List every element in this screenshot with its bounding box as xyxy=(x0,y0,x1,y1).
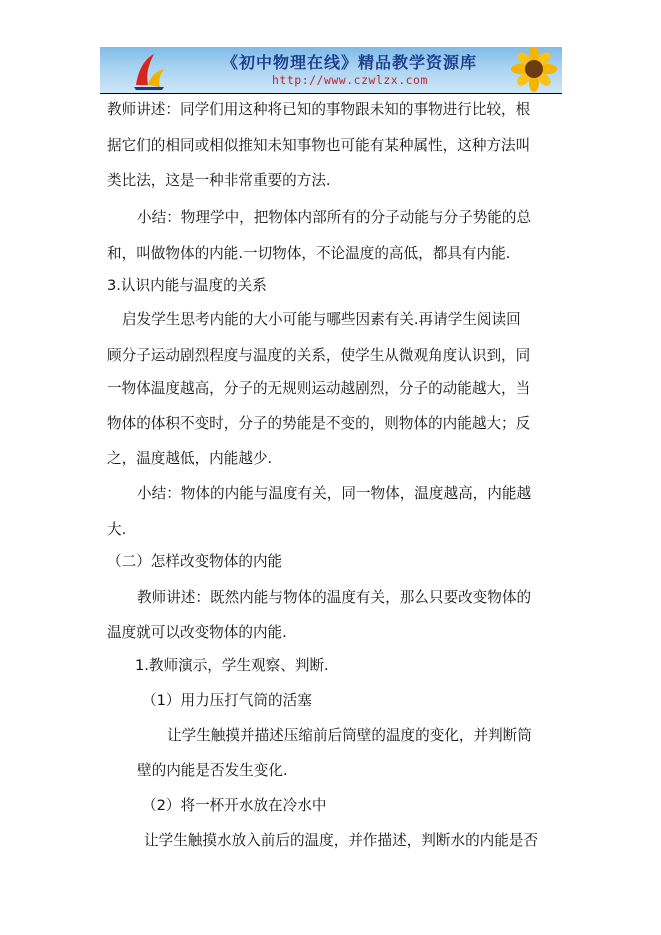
list-item: （1）用力压打气筒的活塞 xyxy=(142,692,312,709)
paragraph-line: 温度就可以改变物体的内能. xyxy=(107,624,287,641)
paragraph-line: 类比法，这是一种非常重要的方法. xyxy=(107,172,331,189)
paragraph-line: 大. xyxy=(107,521,127,538)
header-rule xyxy=(100,93,562,94)
paragraph-line: 据它们的相同或相似推知未知事物也可能有某种属性，这种方法叫 xyxy=(107,137,531,154)
logo-icon xyxy=(128,51,170,91)
banner-url[interactable]: http://www.czwlzx.com xyxy=(272,73,428,87)
sunflower-icon xyxy=(502,47,562,93)
paragraph-line: 教师讲述：同学们用这种将已知的事物跟未知的事物进行比较，根 xyxy=(107,101,531,118)
paragraph-line: 和，叫做物体的内能.一切物体，不论温度的高低，都具有内能. xyxy=(107,245,511,262)
paragraph-line: 让学生触摸并描述压缩前后筒壁的温度的变化，并判断筒 xyxy=(167,727,532,744)
paragraph-line: 小结：物体的内能与温度有关，同一物体，温度越高，内能越 xyxy=(137,485,532,502)
paragraph-line: 让学生触摸水放入前后的温度，并作描述，判断水的内能是否 xyxy=(144,832,539,849)
section-heading: （二）怎样改变物体的内能 xyxy=(107,553,283,570)
paragraph-line: 壁的内能是否发生变化. xyxy=(137,762,288,779)
section-heading: 3.认识内能与温度的关系 xyxy=(107,277,267,294)
paragraph-line: 之，温度越低，内能越少. xyxy=(107,450,273,467)
list-item: （2）将一杯开水放在冷水中 xyxy=(142,797,327,814)
paragraph-line: 小结：物理学中，把物体内部所有的分子动能与分子势能的总 xyxy=(137,209,532,226)
banner-title: 《初中物理在线》精品教学资源库 xyxy=(222,53,478,72)
paragraph-line: 一物体温度越高，分子的无规则运动越剧烈，分子的动能越大，当 xyxy=(107,380,531,397)
paragraph-line: 物体的体积不变时，分子的势能是不变的，则物体的内能越大；反 xyxy=(107,415,531,432)
list-item: 1.教师演示，学生观察、判断. xyxy=(135,657,329,674)
header-banner xyxy=(100,47,562,93)
paragraph-line: 启发学生思考内能的大小可能与哪些因素有关.再请学生阅读回 xyxy=(122,311,521,328)
paragraph-line: 教师讲述：既然内能与物体的温度有关，那么只要改变物体的 xyxy=(137,589,532,606)
paragraph-line: 顾分子运动剧烈程度与温度的关系，使学生从微观角度认识到，同 xyxy=(107,347,531,364)
